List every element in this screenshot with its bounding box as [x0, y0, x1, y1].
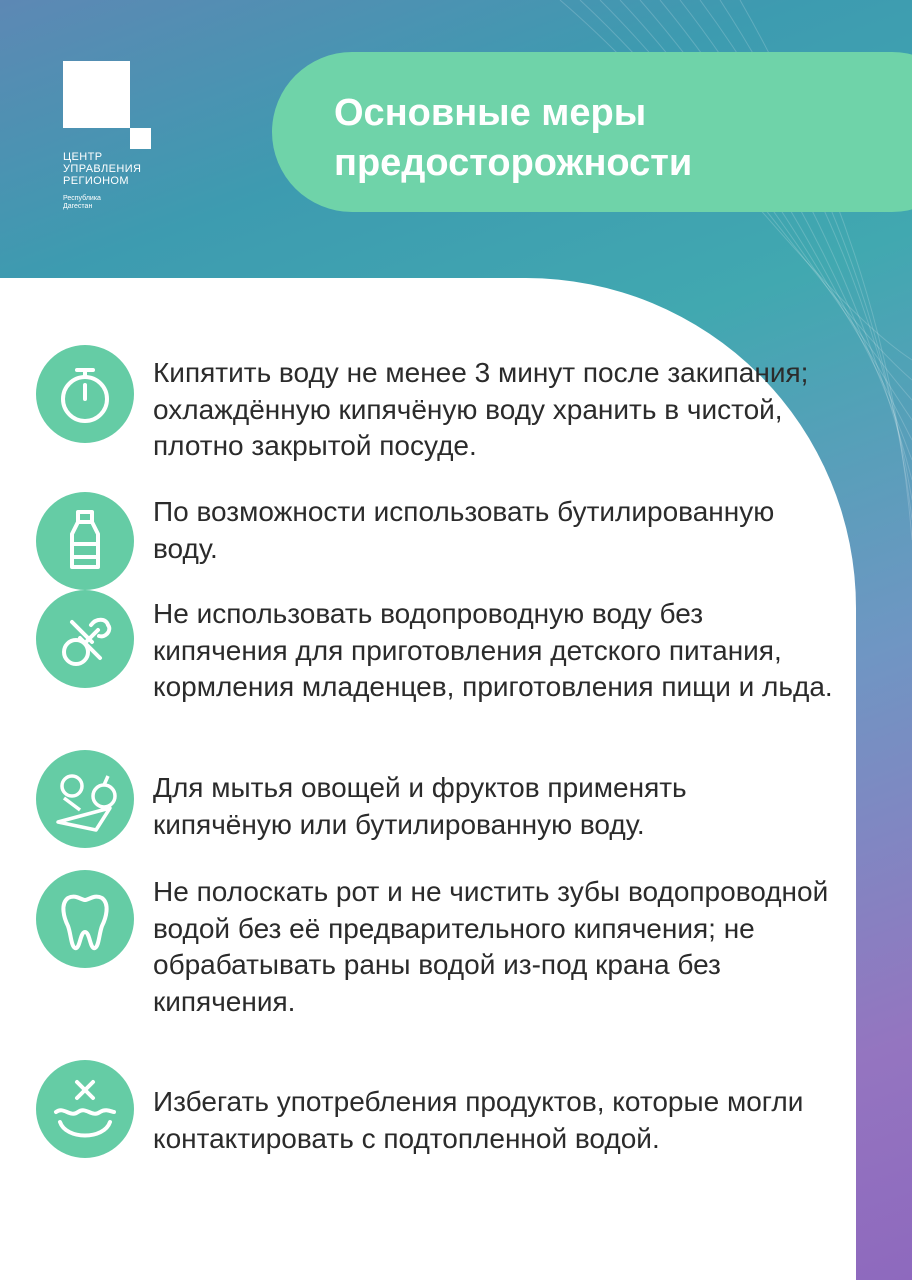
- bottle-icon: [36, 492, 134, 590]
- pacifier-icon: [36, 590, 134, 688]
- logo-small-square: [130, 128, 151, 149]
- logo-square: [63, 61, 130, 128]
- tooth-icon: [36, 870, 134, 968]
- contaminated-water-icon: [36, 1060, 134, 1158]
- logo: [63, 61, 183, 221]
- item-text: Избегать употребления продуктов, которые могли контактировать с подтопленной водой.: [153, 1086, 804, 1154]
- item-text: Для мытья овощей и фруктов применять кипячёную или бутилированную воду.: [153, 772, 687, 840]
- item-text: Не полоскать рот и не чистить зубы водопроводной водой без её предварительного кипячения; не обрабатывать раны водой из-под крана без кипячения.: [153, 876, 829, 1017]
- vegetables-icon: [36, 750, 134, 848]
- stopwatch-icon: [36, 345, 134, 443]
- item-text: Кипятить воду не менее 3 минут после закипания; охлаждённую кипячёную воду хранить в чистой, плотно закрытой посуде.: [153, 357, 809, 461]
- logo-org-name: ЦЕНТР УПРАВЛЕНИЯ РЕГИОНОМ: [63, 151, 142, 187]
- logo-region: Республика Дагестан: [63, 195, 101, 210]
- item-text: Не использовать водопроводную воду без кипячения для приготовления детского питания, кормления младенцев, приготовления пищи и льда.: [153, 598, 833, 702]
- page-title: Основные меры предосторожности: [334, 92, 693, 184]
- item-text: По возможности использовать бутилированную воду.: [153, 496, 775, 564]
